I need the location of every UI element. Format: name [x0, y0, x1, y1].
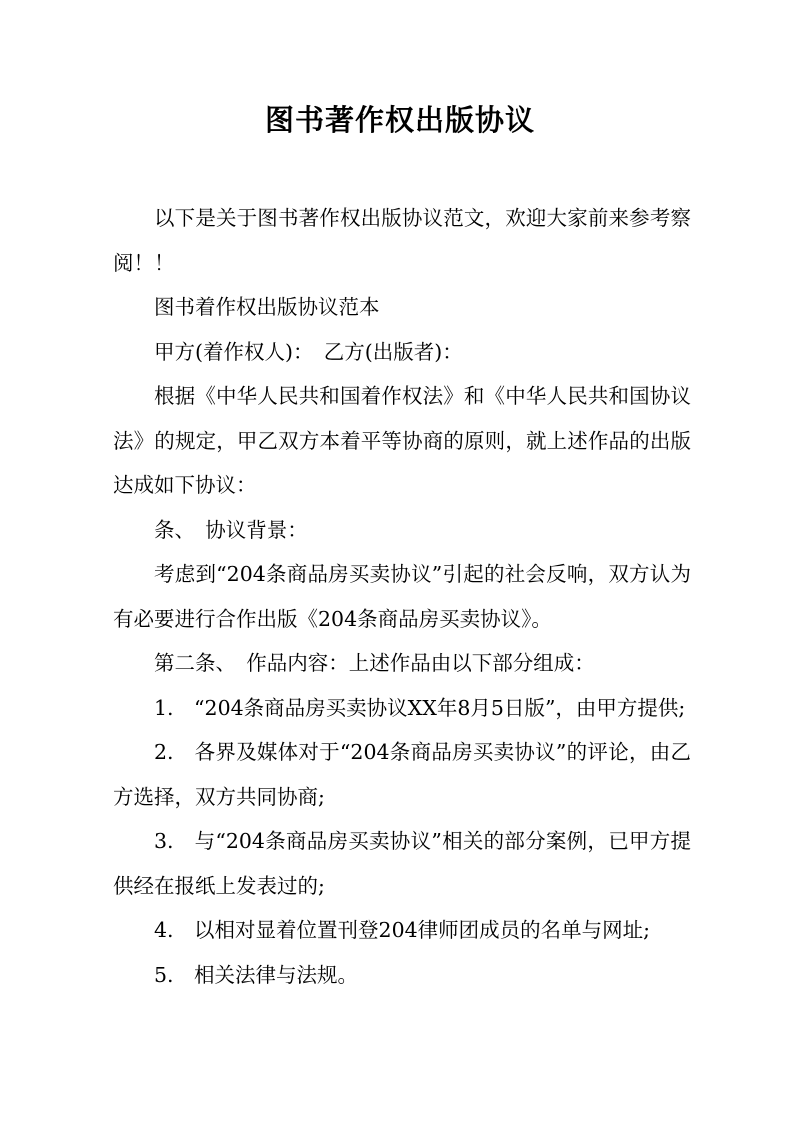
template-heading: 图书着作权出版协议范本 [154, 295, 380, 319]
list-item: 1. “204条商品房买卖协议XX年8月5日版”，由甲方提供; [154, 695, 686, 720]
list-item: 5. 相关法律与法规。 [154, 962, 359, 987]
document-body [113, 196, 691, 997]
article-1-body: 考虑到“204条商品房买卖协议”引起的社会反响，双方认为有必要进行合作出版《204条商品房买卖协议》。 [113, 562, 691, 631]
list-item: 3. 与“204条商品房买卖协议”相关的部分案例，已甲方提供经在报纸上发表过的; [113, 829, 691, 898]
legal-basis-paragraph: 根据《中华人民共和国着作权法》和《中华人民共和国协议法》的规定，甲乙双方本着平等协商的原则，就上述作品的出版达成如下协议： [113, 384, 691, 497]
parties-line: 甲方(着作权人)： 乙方(出版者)： [154, 339, 463, 364]
intro-paragraph: 以下是关于图书著作权出版协议范文，欢迎大家前来参考察阅！！ [113, 206, 691, 275]
list-item: 4. 以相对显着位置刊登204律师团成员的名单与网址; [154, 918, 651, 942]
article-1-heading: 条、 协议背景： [154, 517, 308, 542]
article-2-heading: 第二条、 作品内容：上述作品由以下部分组成： [154, 651, 595, 675]
list-item: 2. 各界及媒体对于“204条商品房买卖协议”的评论，由乙方选择，双方共同协商; [113, 740, 691, 809]
document-title: 图书著作权出版协议 [264, 103, 535, 137]
